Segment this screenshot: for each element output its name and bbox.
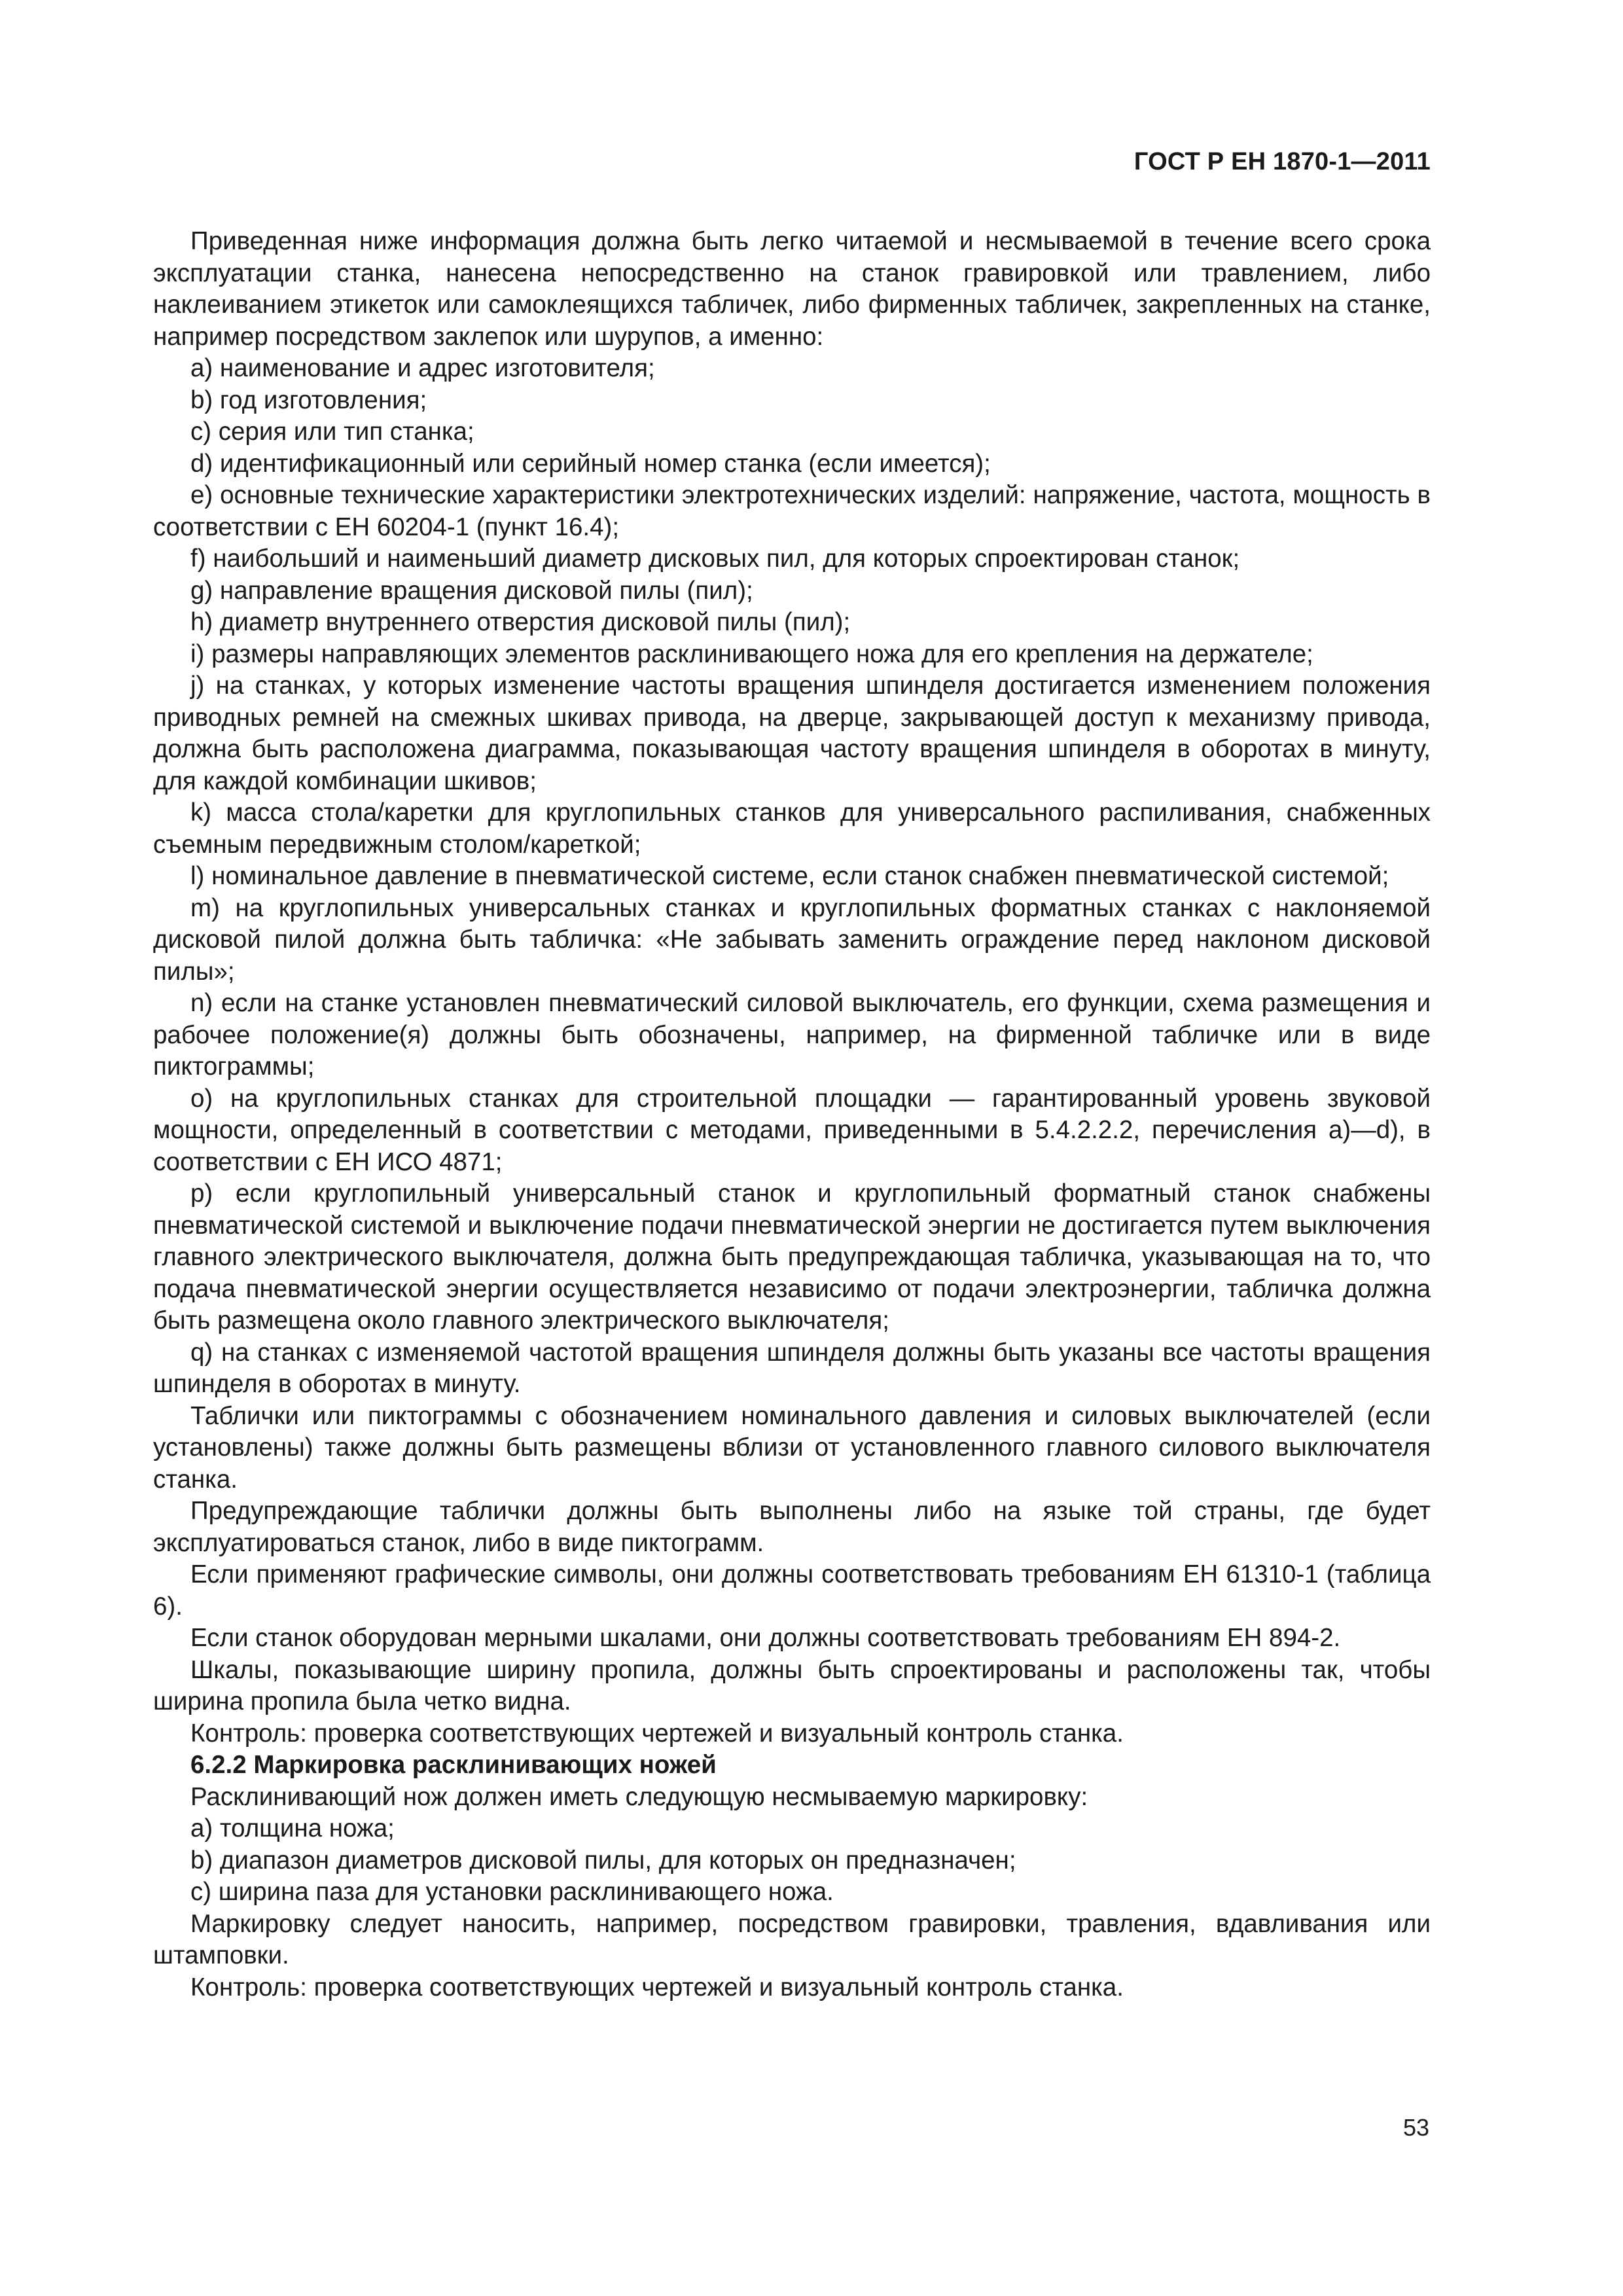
list-item: c) ширина паза для установки расклинивающего ножа. — [190, 1878, 834, 1906]
body-text — [153, 226, 1431, 2003]
list-item: h) диаметр внутреннего отверстия дисковой пилы (пил); — [190, 608, 851, 636]
list-item: k) масса стола/каретки для круглопильных станков для универсального распиливания, снабженных съемным передвижным столом/кареткой; — [153, 798, 1431, 859]
list-item: g) направление вращения дисковой пилы (пил); — [190, 576, 753, 605]
paragraph: Если применяют графические символы, они должны соответствовать требованиям ЕН 61310-1 (таблица 6). — [153, 1560, 1431, 1621]
page-number: 53 — [1402, 2114, 1429, 2141]
list-item: b) диапазон диаметров дисковой пилы, для которых он предназначен; — [190, 1846, 1016, 1874]
paragraph-intro: Приведенная ниже информация должна быть легко читаемой и несмываемой в течение всего срока эксплуатации станка, нанесена непосредственно на станок гравировкой или травлением, либо наклеиванием этикеток или самоклеящихся табличек, либо фирменных табличек, закрепленных на станке, например посредством заклепок или шурупов, а именно: — [153, 227, 1431, 351]
paragraph: Предупреждающие таблички должны быть выполнены либо на языке той страны, где будет эксплуатироваться станок, либо в виде пиктограмм. — [153, 1497, 1431, 1557]
list-item: a) толщина ножа; — [190, 1814, 395, 1842]
list-item: a) наименование и адрес изготовителя; — [190, 354, 655, 382]
section-heading: 6.2.2 Маркировка расклинивающих ножей — [190, 1751, 717, 1779]
list-item: i) размеры направляющих элементов расклинивающего ножа для его крепления на держателе; — [190, 639, 1313, 668]
control-note: Контроль: проверка соответствующих чертежей и визуальный контроль станка. — [190, 1973, 1124, 2001]
list-item: p) если круглопильный универсальный станок и круглопильный форматный станок снабжены пневматической системой и выключение подачи пневматической энергии не достигается путем выключения главного электрического выключателя, должна быть предупреждающая табличка, указывающая на то, что подача пневматической энергии осуществляется независимо от подачи электроэнергии, табличка должна быть размещена около главного электрического выключателя; — [153, 1179, 1431, 1335]
list-item: j) на станках, у которых изменение частоты вращения шпинделя достигается изменением положения приводных ремней на смежных шкивах привода, на дверце, закрывающей доступ к механизму привода, должна быть расположена диаграмма, показывающая частоту вращения шпинделя в оборотах в минуту, для каждой комбинации шкивов; — [153, 672, 1431, 795]
paragraph: Маркировку следует наносить, например, посредством гравировки, травления, вдавливания или штамповки. — [153, 1909, 1431, 1969]
paragraph: Шкалы, показывающие ширину пропила, должны быть спроектированы и расположены так, чтобы ширина пропила была четко видна. — [153, 1655, 1431, 1715]
paragraph: Расклинивающий нож должен иметь следующую несмываемую маркировку: — [190, 1782, 1088, 1811]
paragraph: Если станок оборудован мерными шкалами, они должны соответствовать требованиям ЕН 894-2. — [190, 1624, 1341, 1652]
list-item: l) номинальное давление в пневматической системе, если станок снабжен пневматической системой; — [190, 862, 1389, 890]
list-item: e) основные технические характеристики электротехнических изделий: напряжение, частота, мощность в соответствии с ЕН 60204-1 (пункт 16.4); — [153, 481, 1431, 541]
list-item: c) серия или тип станка; — [190, 418, 474, 446]
list-item: n) если на станке установлен пневматический силовой выключатель, его функции, схема размещения и рабочее положение(я) должны быть обозначены, например, на фирменной табличке или в виде пиктограммы; — [153, 989, 1431, 1081]
control-note: Контроль: проверка соответствующих чертежей и визуальный контроль станка. — [190, 1719, 1124, 1748]
standard-number-header: ГОСТ Р ЕН 1870-1—2011 — [1133, 148, 1431, 175]
list-item: d) идентификационный или серийный номер станка (если имеется); — [190, 449, 991, 478]
list-item: f) наибольший и наименьший диаметр дисковых пил, для которых спроектирован станок; — [190, 545, 1240, 573]
list-item: m) на круглопильных универсальных станках и круглопильных форматных станках с наклоняемой дисковой пилой должна быть табличка: «Не забывать заменить ограждение перед наклоном дисковой пилы»; — [153, 893, 1431, 986]
list-item: o) на круглопильных станках для строительной площадки — гарантированный уровень звуковой мощности, определенный в соответствии с методами, приведенными в 5.4.2.2.2, перечисления а)—d), в соответствии с ЕН ИСО 4871; — [153, 1084, 1431, 1176]
list-item: q) на станках с изменяемой частотой вращения шпинделя должны быть указаны все частоты вращения шпинделя в оборотах в минуту. — [153, 1338, 1431, 1398]
paragraph: Таблички или пиктограммы с обозначением номинального давления и силовых выключателей (если установлены) также должны быть размещены вблизи от установленного главного силового выключателя станка. — [153, 1401, 1431, 1494]
list-item: b) год изготовления; — [190, 386, 427, 414]
